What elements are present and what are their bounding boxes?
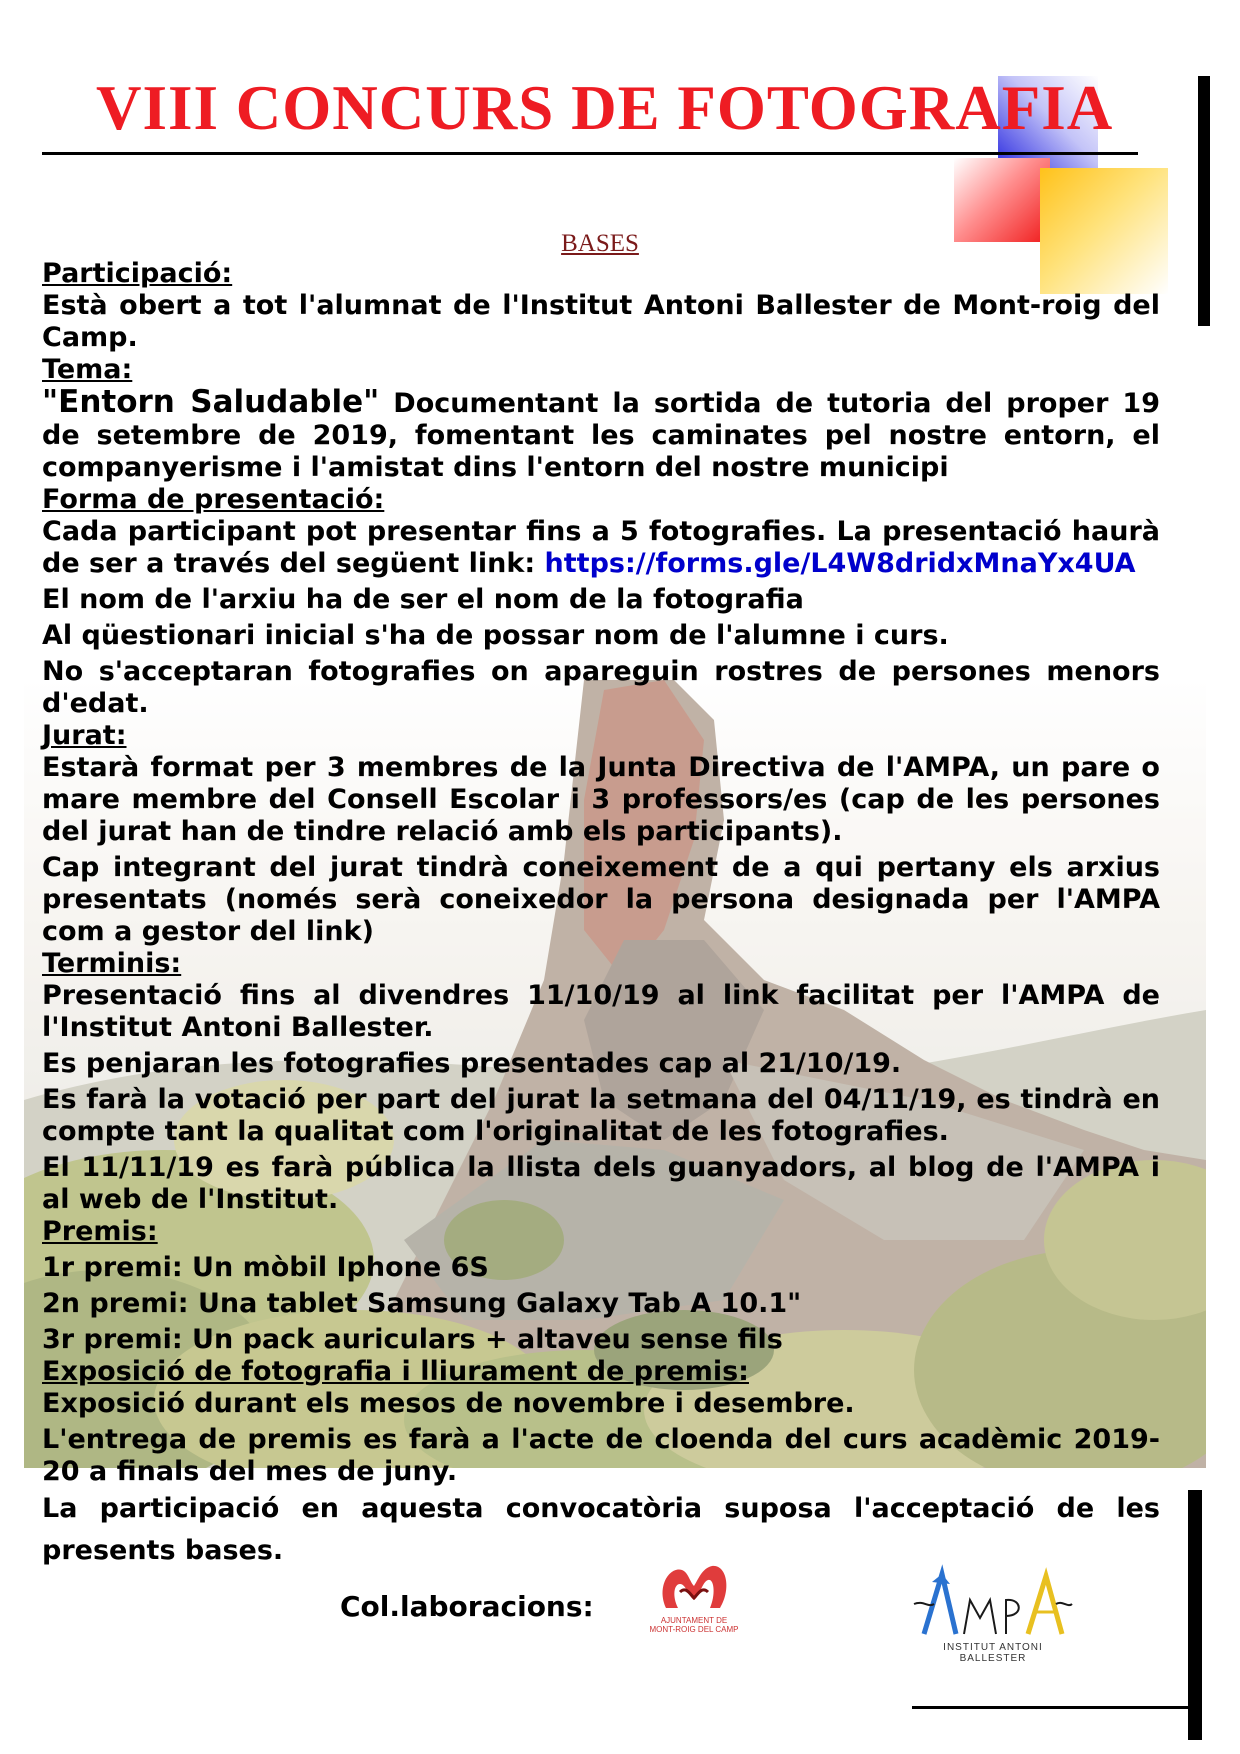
form-link[interactable]: https://forms.gle/L4W8dridxMnaYx4UA	[544, 548, 1136, 579]
prize-item: 3r premi: Un pack auriculars + altaveu sense fils	[42, 1324, 783, 1355]
poster-title: VIII CONCURS DE FOTOGRAFIA	[96, 73, 1114, 143]
text-participacio: Està obert a tot l'alumnat de l'Institut Antoni Ballester de Mont-roig del Camp.	[42, 290, 1160, 353]
heading-tema: Tema:	[42, 354, 133, 385]
text-terminis-2: Es penjaran les fotografies presentades cap al 21/10/19.	[42, 1048, 902, 1079]
text-forma-2: El nom de l'arxiu ha de ser el nom de la fotografia	[42, 584, 804, 615]
vertical-bar-bottom	[1188, 1490, 1202, 1740]
rules-body	[42, 258, 1160, 1488]
tema-description: Documentant la sortida de tutoria del proper 19 de setembre de 2019, fomentant les caminates pel nostre entorn, el companyerisme i l'amistat dins l'entorn del nostre municipi	[42, 388, 1160, 483]
text-jurat-1: Estarà format per 3 membres de la Junta Directiva de l'AMPA, un pare o mare membre del Consell Escolar i 3 professors/es (cap de les persones del jurat han de tindre relació amb els participants).	[42, 752, 1160, 847]
ajuntament-caption: AJUNTAMENT DE MONT-ROIG DEL CAMP	[649, 1616, 739, 1634]
text-terminis-1: Presentació fins al divendres 11/10/19 al link facilitat per l'AMPA de l'Institut Antoni Ballester.	[42, 980, 1160, 1043]
text-forma-4: No s'acceptaran fotografies on apareguin rostres de persones menors d'edat.	[42, 656, 1160, 719]
heading-terminis: Terminis:	[42, 948, 182, 979]
heading-jurat: Jurat:	[42, 720, 127, 751]
text-exposicio-2: L'entrega de premis es farà a l'acte de cloenda del curs acadèmic 2019-20 a finals del mes de juny.	[42, 1424, 1160, 1487]
heading-participacio: Participació:	[42, 258, 233, 289]
collaborations-label: Col.laboracions:	[340, 1590, 594, 1623]
text-forma-3: Al qüestionari inicial s'ha de possar nom de l'alumne i curs.	[42, 620, 949, 651]
heading-forma: Forma de presentació:	[42, 484, 385, 515]
text-jurat-2: Cap integrant del jurat tindrà coneixement de a qui pertany els arxius presentats (només serà coneixedor la persona designada per l'AMPA com a gestor del link)	[42, 852, 1160, 947]
horizontal-bar-bottom	[912, 1706, 1200, 1709]
text-forma-1	[42, 516, 1160, 580]
text-tema	[42, 386, 1160, 484]
ampa-caption: INSTITUT ANTONI BALLESTER	[943, 1642, 1043, 1664]
prize-item: 2n premi: Una tablet Samsung Galaxy Tab A 10.1"	[42, 1288, 802, 1319]
prize-item: 1r premi: Un mòbil Iphone 6S	[42, 1252, 489, 1283]
text-exposicio-1: Exposició durant els mesos de novembre i desembre.	[42, 1388, 855, 1419]
ampa-logo	[910, 1560, 1076, 1664]
vertical-bar-top	[1198, 76, 1210, 326]
heading-premis: Premis:	[42, 1216, 158, 1247]
bases-subtitle: BASES	[561, 230, 639, 257]
forma-intro: Cada participant pot presentar fins a 5 fotografies. La presentació haurà de ser a través del següent link:	[42, 516, 1160, 579]
text-terminis-3: Es farà la votació per part del jurat la setmana del 04/11/19, es tindrà en compte tant la qualitat com l'originalitat de les fotografies.	[42, 1084, 1160, 1147]
heading-exposicio: Exposició de fotografia i lliurament de premis:	[42, 1356, 749, 1387]
text-terminis-4: El 11/11/19 es farà pública la llista dels guanyadors, al blog de l'AMPA i al web de l'Institut.	[42, 1152, 1160, 1215]
closing-statement: La participació en aquesta convocatòria suposa l'acceptació de les presents bases.	[42, 1493, 1160, 1566]
tema-emphasis: "Entorn Saludable"	[42, 384, 380, 420]
ajuntament-logo	[636, 1556, 752, 1646]
title-rule	[42, 152, 1138, 155]
